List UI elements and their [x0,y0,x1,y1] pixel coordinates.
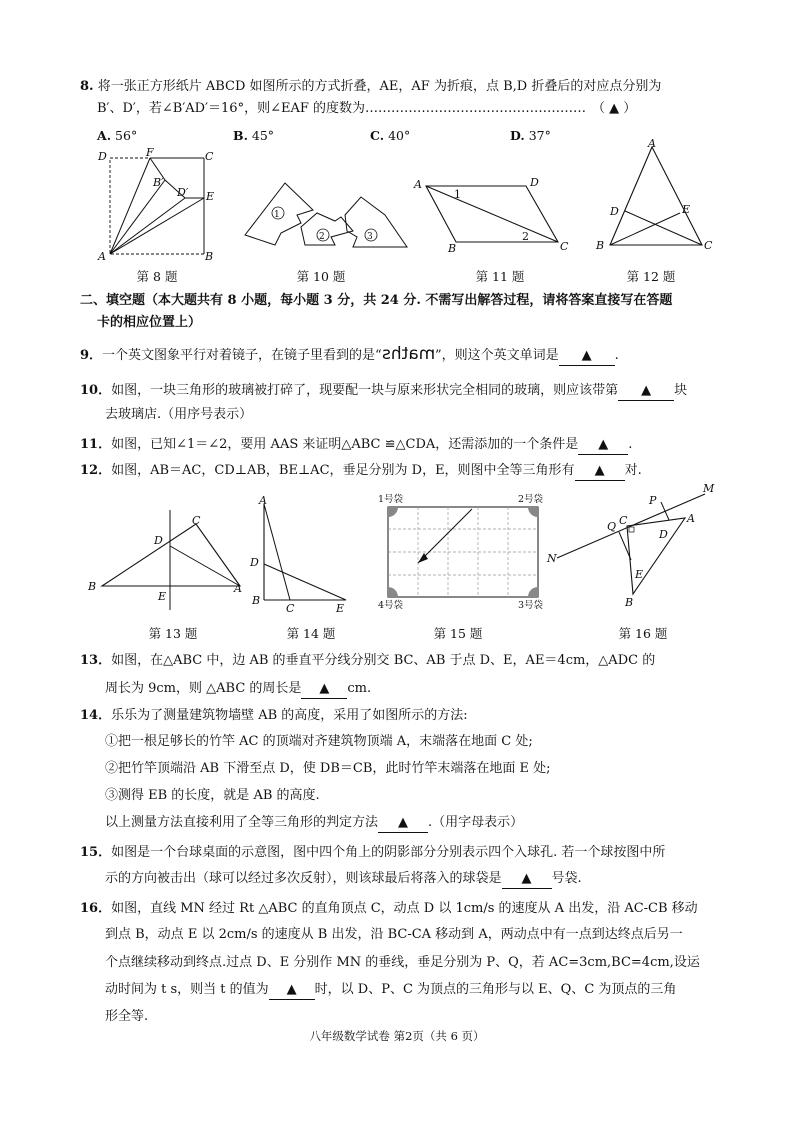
q10-line1: 10．如图，一块三角形的玻璃被打碎了，现要配一块与原来形状完全相同的玻璃，则应该带第 ▲ 块 [80,382,687,401]
caption-fig15: 第 15 题 [433,626,483,641]
bag-2-label: 2号袋 [518,494,544,505]
q13-blank: ▲ [301,680,347,699]
q12-blank: ▲ [575,462,625,481]
svg-text:B: B [252,594,261,607]
svg-text:1: 1 [454,188,461,201]
q16-line4: 动时间为 t s，则当 t 的值为 ▲ 时，以 D、P、C 为顶点的三角形与以 E、Q、C 为顶点的三角 [105,981,676,1000]
svg-text:B: B [88,580,97,593]
svg-text:A: A [687,512,695,525]
bag-1-label: 1号袋 [378,494,404,505]
svg-text:B: B [596,239,605,252]
svg-text:B: B [625,596,634,609]
svg-text:C: C [286,602,295,615]
svg-text:B: B [448,242,457,255]
caption-fig13: 第 13 题 [148,626,198,641]
svg-text:Q: Q [607,520,617,533]
figure-10 [235,175,415,255]
bag-4-label: 4号袋 [378,600,404,611]
q8-option-c: C. 40° [370,128,411,143]
q16-line1: 16．如图，直线 MN 经过 Rt △ABC 的直角顶点 C，动点 D 以 1cm/s 的速度从 A 出发，沿 AC-CB 移动 [80,901,698,916]
svg-text:N: N [547,552,557,565]
q8-option-a: A. 56° [97,128,138,143]
figure-15 [378,495,548,615]
q13-line1: 13．如图，在△ABC 中，边 AB 的垂直平分线分别交 BC、AB 于点 D、E，AE＝4cm，△ADC 的 [80,653,656,668]
q9-blank: ▲ [559,347,615,366]
q13-line2: 周长为 9cm，则 △ABC 的周长是 ▲ cm. [105,680,371,699]
q11: 11．如图，已知∠1＝∠2，要用 AAS 来证明△ABC ≌△CDA，还需添加的一个条件是 ▲ . [80,436,632,455]
svg-text:E: E [206,190,215,203]
svg-text:C: C [192,514,201,527]
figure-8 [95,148,220,268]
figure-12 [592,135,712,255]
svg-text:A: A [98,250,106,263]
svg-text:A: A [234,582,242,595]
q14-line4: ③测得 EB 的长度，就是 AB 的高度. [105,788,320,803]
caption-fig16: 第 16 题 [618,626,668,641]
q16-blank: ▲ [269,981,315,1000]
q14-blank: ▲ [378,814,428,833]
svg-text:D: D [659,528,668,541]
bag-3-label: 3号袋 [518,600,544,611]
page-footer: 八年级数学试卷 第2页（共 6 页） [309,1029,485,1043]
section2-title: 二、填空题（本大题共有 8 小题，每小题 3 分，共 24 分. 不需写出解答过程，请将答案直接写在答题 [80,293,673,308]
q16-line2: 到点 B，动点 E 以 2cm/s 的速度从 B 出发，沿 BC-CA 移动到 A，两动点中有一点到达终点后另一 [105,927,683,942]
q10-blank: ▲ [618,382,674,401]
section2-title-cont: 卡的相应位置上） [97,315,202,330]
q14-line1: 14．乐乐为了测量建筑物墙壁 AB 的高度，采用了如图所示的方法: [80,708,468,723]
q15-line1: 15．如图是一个台球桌面的示意图，图中四个角上的阴影部分分别表示四个入球孔. 若一个球按图中所 [80,845,666,860]
svg-text:B: B [205,250,214,263]
svg-text:B′: B′ [153,176,164,189]
svg-text:C: C [704,239,713,252]
svg-text:A: A [648,137,656,150]
q14-line2: ①把一根足够长的竹竿 AC 的顶端对齐建筑物顶端 A，末端落在地面 C 处; [105,734,533,749]
q14-line5: 以上测量方法直接利用了全等三角形的判定方法 ▲ .（用字母表示） [105,814,523,833]
svg-text:3: 3 [367,232,373,242]
svg-text:D: D [530,176,539,189]
caption-fig8: 第 8 题 [136,269,178,284]
svg-text:D: D [154,534,163,547]
svg-text:E: E [336,602,345,615]
caption-fig11: 第 11 题 [475,269,525,284]
svg-text:D: D [610,205,619,218]
svg-text:D: D [98,150,107,163]
svg-text:C: C [619,514,628,527]
q9-mirror-word: maths [381,344,435,364]
svg-text:2: 2 [522,230,529,243]
caption-fig14: 第 14 题 [286,626,336,641]
svg-text:D′: D′ [177,186,189,199]
q8-option-b: B. 45° [233,128,275,143]
q12: 12．如图，AB＝AC，CD⊥AB，BE⊥AC，垂足分别为 D，E，则图中全等三角形有 ▲ 对. [80,462,642,481]
q16-line5: 形全等. [105,1009,149,1024]
svg-text:2: 2 [319,232,325,242]
figure-16 [545,482,715,622]
q8-line2: B′、D′，若∠B′AD′＝16°，则∠EAF 的度数为…………………………………………… （ ▲ ） [97,101,637,116]
svg-text:D: D [250,556,259,569]
q11-blank: ▲ [578,436,628,455]
svg-text:F: F [146,146,154,159]
svg-text:P: P [649,494,657,507]
q14-line3: ②把竹竿顶端沿 AB 下滑至点 D，使 DB＝CB，此时竹竿末端落在地面 E 处; [105,761,551,776]
svg-text:1: 1 [274,210,280,220]
figure-13 [88,510,248,620]
svg-text:A: A [259,494,267,507]
svg-text:C: C [205,150,214,163]
q10-line2: 去玻璃店.（用序号表示） [105,407,253,422]
svg-text:C: C [560,240,569,253]
figure-14 [250,494,370,614]
svg-text:E: E [682,203,691,216]
svg-text:M: M [703,482,715,495]
svg-text:A: A [414,178,422,191]
q16-line3: 个点继续移动到终点.过点 D、E 分别作 MN 的垂线，垂足分别为 P、Q，若 AC=3cm,BC=4cm,设运 [105,955,700,970]
svg-text:E: E [635,568,644,581]
q9: 9．一个英文图象平行对着镜子，在镜子里看到的是“maths”，则这个英文单词是 ▲ . [80,344,619,364]
q15-line2: 示的方向被击出（球可以经过多次反射），则该球最后将落入的球袋是 ▲ 号袋. [105,870,582,889]
figure-11 [412,170,572,255]
q8-option-d: D. 37° [510,128,551,143]
q8-answer: （ ▲ ） [592,101,637,116]
caption-fig12: 第 12 题 [626,269,676,284]
svg-text:E: E [158,590,167,603]
caption-fig10: 第 10 题 [296,269,346,284]
q15-blank: ▲ [502,870,552,889]
q8-line1: 8. 将一张正方形纸片 ABCD 如图所示的方式折叠，AE，AF 为折痕，点 B,D 折叠后的对应点分别为 [80,79,662,94]
